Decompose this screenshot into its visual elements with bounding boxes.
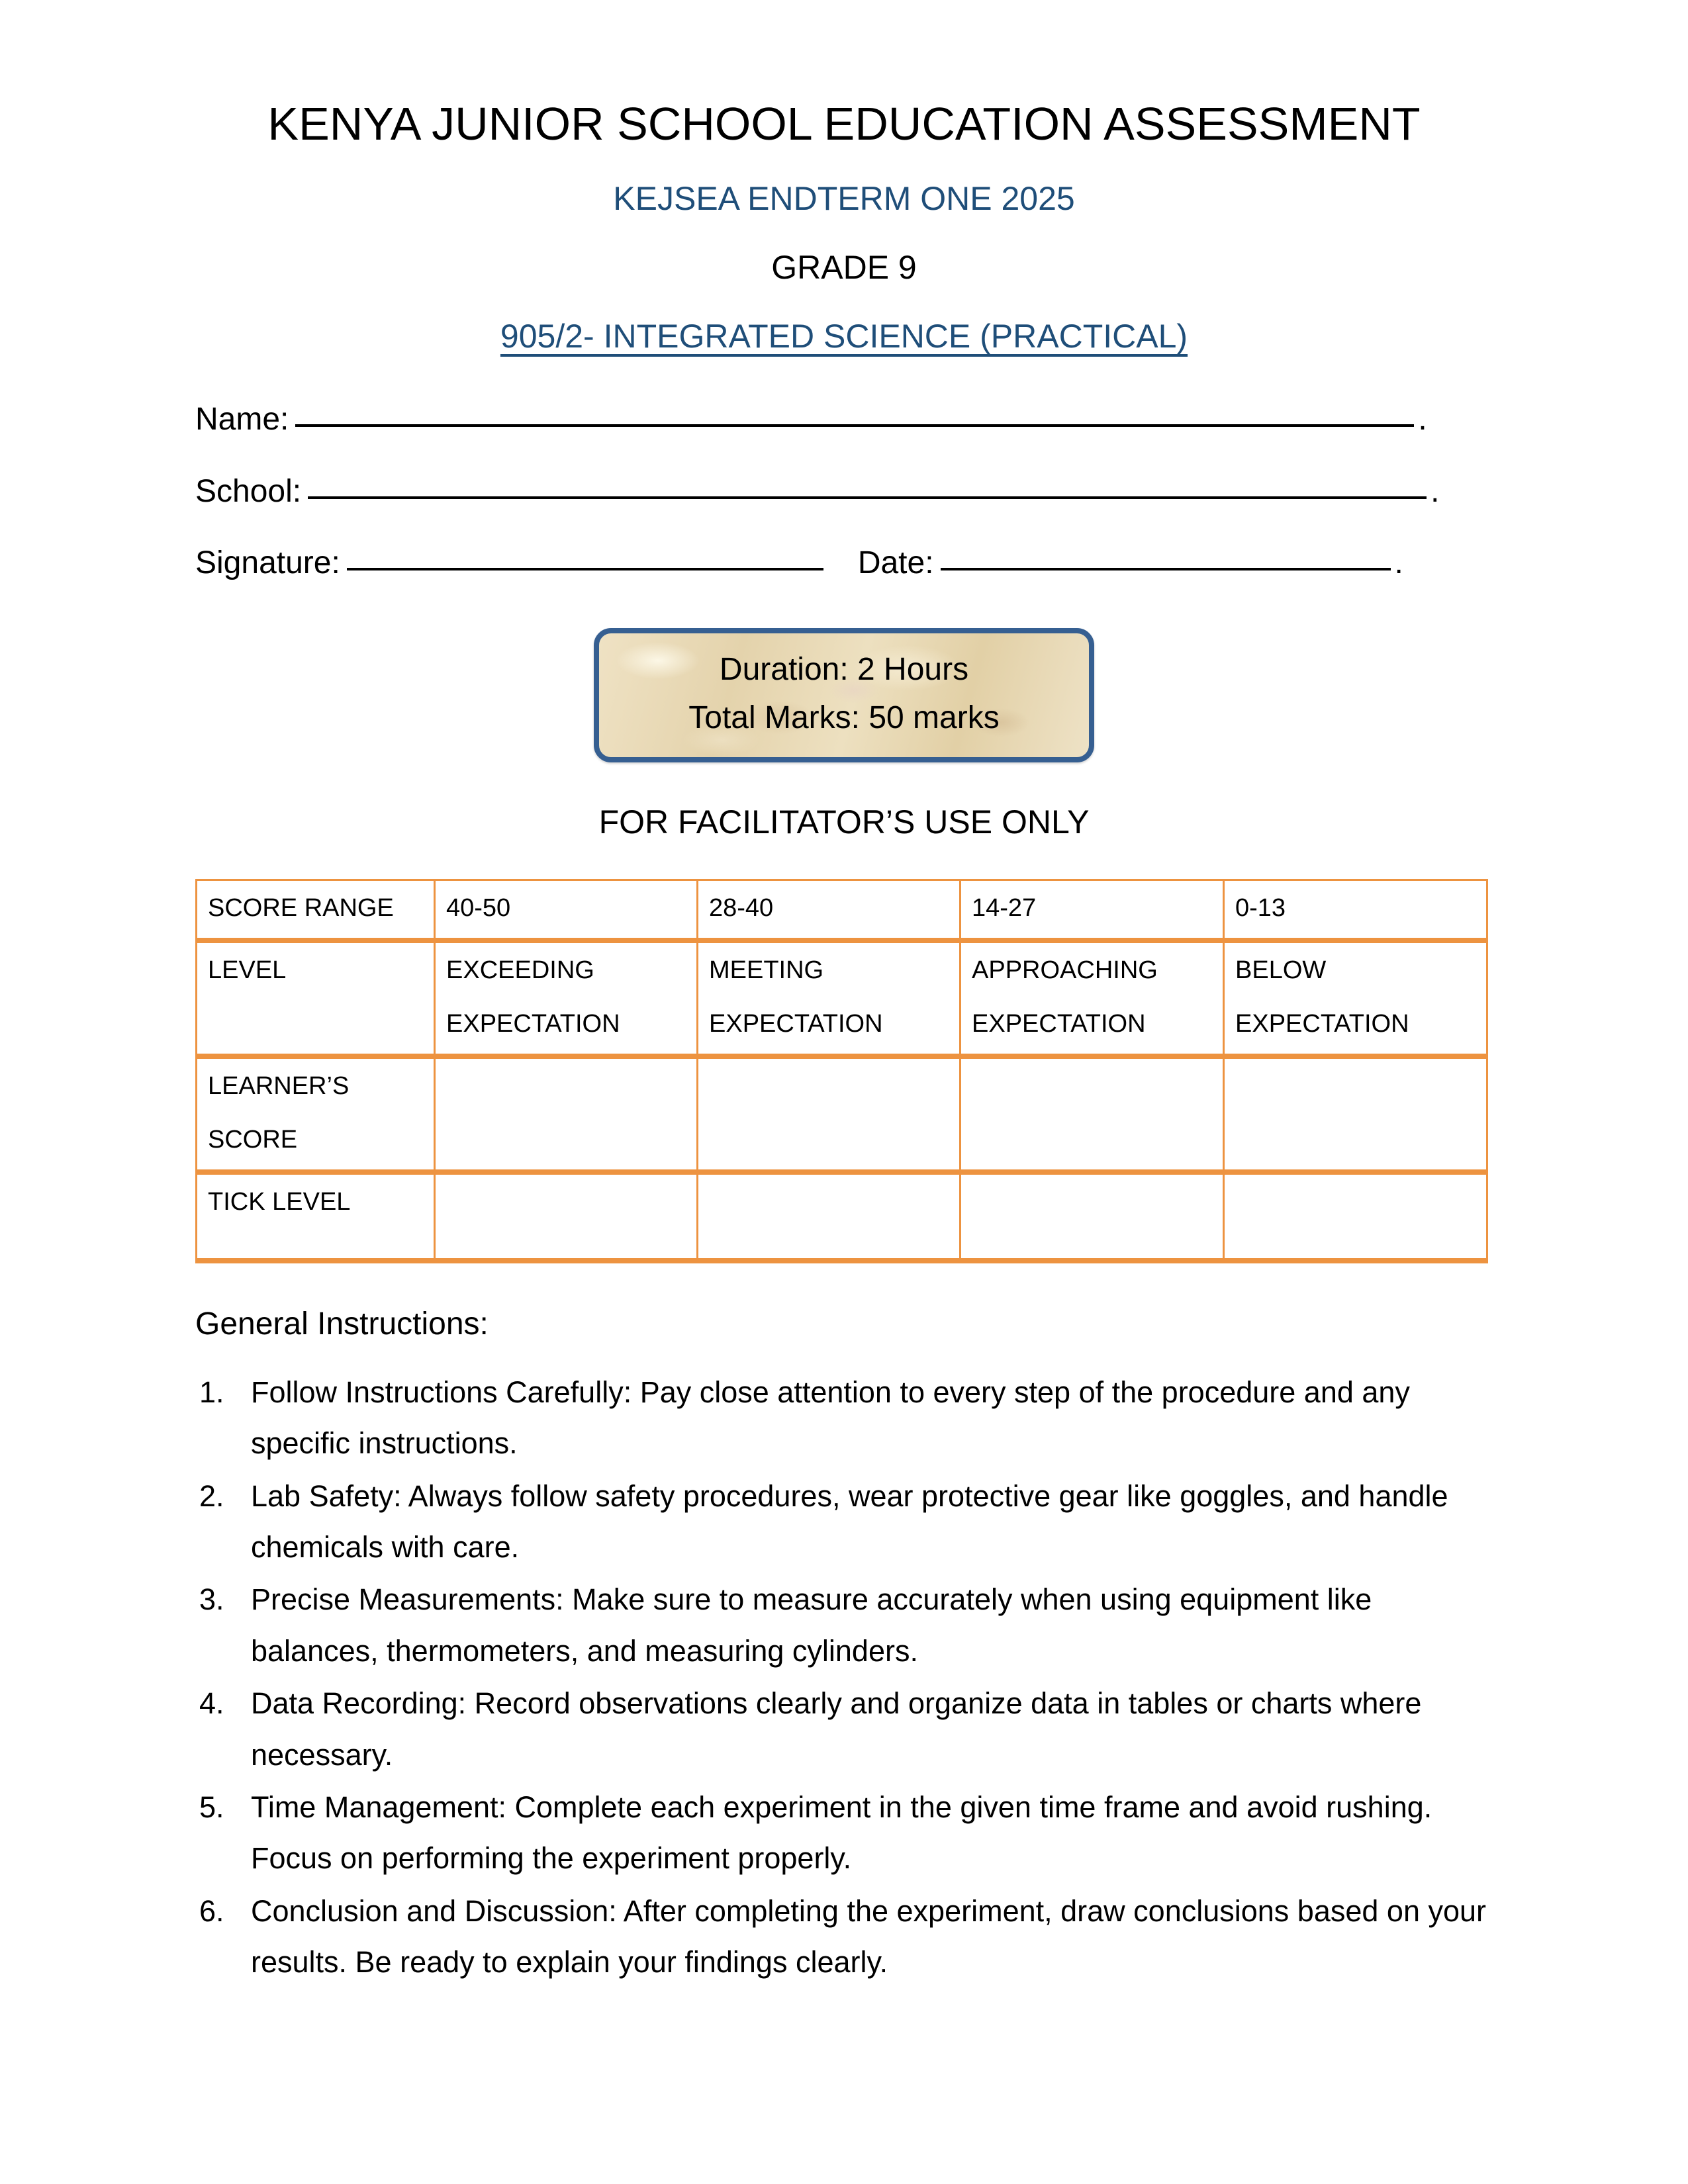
school-field-row: [195, 471, 1493, 513]
list-item: Follow Instructions Carefully: Pay close attention to every step of the procedure and any specific instructions.: [251, 1375, 1410, 1461]
score-level-table: [195, 879, 1488, 1263]
tick-level-input-4[interactable]: [1224, 1172, 1487, 1261]
facilitator-use-heading: FOR FACILITATOR’S USE ONLY: [598, 803, 1090, 841]
duration-marks-box: [594, 628, 1094, 762]
score-range-value-1: 40-50: [435, 880, 698, 940]
level-value-4-line1: BELOW: [1235, 956, 1327, 984]
page-title: KENYA JUNIOR SCHOOL EDUCATION ASSESSMENT: [267, 98, 1421, 150]
signature-field-input[interactable]: [347, 543, 823, 570]
score-table-container: [195, 842, 1493, 1263]
paper-code-text: 905/2- INTEGRATED SCIENCE (PRACTICAL): [500, 318, 1188, 355]
learners-score-label-line2: SCORE: [208, 1126, 298, 1154]
duration-text: Duration: 2 Hours: [719, 652, 969, 688]
grade-subtitle: GRADE 9: [771, 249, 917, 287]
school-field-terminator: .: [1430, 473, 1440, 509]
name-field-row: [195, 398, 1493, 441]
list-item: Lab Safety: Always follow safety procedures, wear protective gear like goggles, and handle chemicals with care.: [251, 1479, 1448, 1564]
tick-level-input-2[interactable]: [698, 1172, 961, 1261]
name-field-label: Name:: [195, 402, 289, 437]
learners-score-input-2[interactable]: [698, 1056, 961, 1172]
level-value-3: [961, 940, 1224, 1056]
tick-level-input-3[interactable]: [961, 1172, 1224, 1261]
level-value-2: [698, 940, 961, 1056]
list-item: Data Recording: Record observations clearly and organize data in tables or charts where necessary.: [251, 1686, 1422, 1772]
paper-code-subtitle: [195, 287, 1493, 356]
date-field-input[interactable]: [941, 543, 1391, 570]
level-value-1-line2: EXPECTATION: [446, 1010, 620, 1038]
duration-box-container: [195, 614, 1493, 762]
table-row-level: [197, 940, 1487, 1056]
name-field-terminator: .: [1418, 402, 1427, 437]
table-row-tick-level: [197, 1172, 1487, 1261]
signature-field-label: Signature:: [195, 545, 340, 581]
candidate-fields: [195, 356, 1493, 584]
total-marks-text: Total Marks: 50 marks: [688, 700, 1000, 735]
list-item: Conclusion and Discussion: After completing the experiment, draw conclusions based on your results. Be ready to explain your findings clearly.: [251, 1893, 1487, 1979]
score-range-label: SCORE RANGE: [197, 880, 435, 940]
level-value-1: [435, 940, 698, 1056]
general-instructions-list: [195, 1344, 1493, 1988]
learners-score-label-line1: LEARNER’S: [208, 1071, 350, 1100]
learners-score-input-4[interactable]: [1224, 1056, 1487, 1172]
level-value-4-line2: EXPECTATION: [1235, 1010, 1409, 1038]
level-value-2-line1: MEETING: [709, 956, 824, 984]
date-field-label: Date:: [857, 545, 934, 581]
level-value-2-line2: EXPECTATION: [709, 1010, 883, 1038]
general-instructions-heading: General Instructions:: [195, 1306, 489, 1342]
tick-level-input-1[interactable]: [435, 1172, 698, 1261]
list-item: Time Management: Complete each experiment in the given time frame and avoid rushing. Focus on performing the experiment properly.: [251, 1790, 1432, 1876]
table-row-score-range: [197, 880, 1487, 940]
signature-date-field-row: [195, 542, 1493, 584]
level-value-3-line2: EXPECTATION: [972, 1010, 1146, 1038]
name-field-input[interactable]: [295, 399, 1414, 427]
tick-level-label: TICK LEVEL: [197, 1172, 435, 1261]
school-field-label: School:: [195, 473, 302, 509]
level-label: LEVEL: [197, 940, 435, 1056]
exam-session-subtitle: KEJSEA ENDTERM ONE 2025: [613, 180, 1075, 218]
learners-score-input-3[interactable]: [961, 1056, 1224, 1172]
score-range-value-2: 28-40: [698, 880, 961, 940]
learners-score-input-1[interactable]: [435, 1056, 698, 1172]
learners-score-label: [197, 1056, 435, 1172]
date-field-terminator: .: [1394, 545, 1403, 581]
level-value-1-line1: EXCEEDING: [446, 956, 594, 984]
school-field-input[interactable]: [308, 471, 1427, 499]
table-row-learners-score: [197, 1056, 1487, 1172]
level-value-4: [1224, 940, 1487, 1056]
score-range-value-3: 14-27: [961, 880, 1224, 940]
level-value-3-line1: APPROACHING: [972, 956, 1158, 984]
list-item: Precise Measurements: Make sure to measure accurately when using equipment like balances, thermometers, and measuring cylinders.: [251, 1582, 1372, 1668]
score-range-value-4: 0-13: [1224, 880, 1487, 940]
